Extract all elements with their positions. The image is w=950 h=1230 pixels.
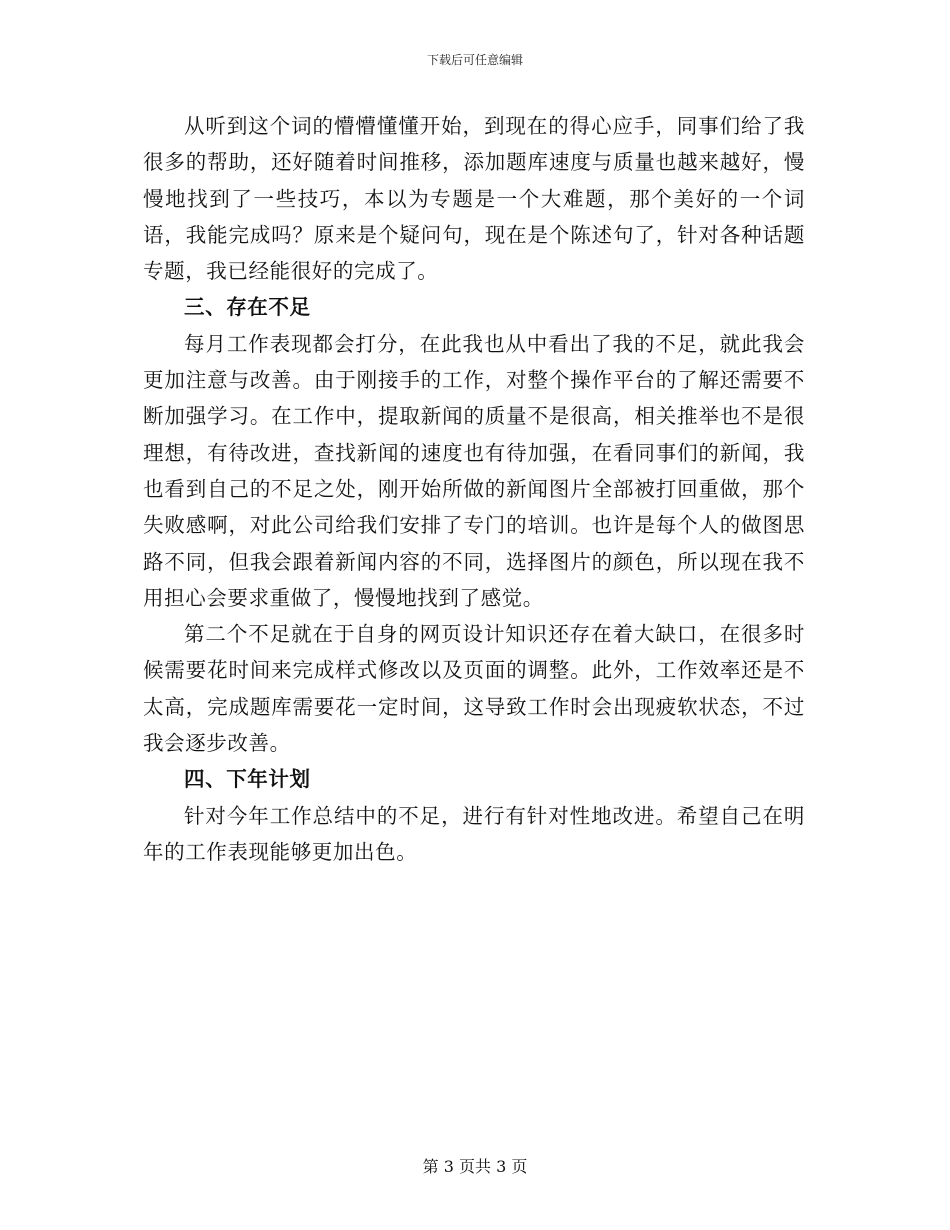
paragraph-shortcomings-1: 每月工作表现都会打分，在此我也从中看出了我的不足，就此我会更加注意与改善。由于刚接手的工作，对整个操作平台的了解还需要不断加强学习。在工作中，提取新闻的质量不是很高，相关推举也不是很理想，有待改进，查找新闻的速度也有待加强，在看同事们的新闻，我也看到自己的不足之处，刚开始所做的新闻图片全部被打回重做，那个失败感啊，对此公司给我们安排了专门的培训。也许是每个人的做图思路不同，但我会跟着新闻内容的不同，选择图片的颜色，所以现在我不用担心会要求重做了，慢慢地找到了感觉。 [143, 331, 805, 610]
section-heading-shortcomings: 三、存在不足 [184, 295, 311, 320]
page-number-footer: 第 3 页共 3 页 [422, 1157, 528, 1176]
paragraph-next-year-plan: 针对今年工作总结中的不足，进行有针对性地改进。希望自己在明年的工作表现能够更加出色。 [143, 803, 805, 864]
page-header: 下载后可任意编辑 [426, 53, 523, 67]
section-heading-next-year-plan: 四、下年计划 [184, 767, 311, 792]
paragraph-shortcomings-2: 第二个不足就在于自身的网页设计知识还存在着大缺口，在很多时候需要花时间来完成样式修改以及页面的调整。此外，工作效率还是不太高，完成题库需要花一定时间，这导致工作时会出现疲软状态，不过我会逐步改善。 [143, 622, 805, 756]
document-body [143, 108, 805, 870]
paragraph-intro: 从听到这个词的懵懵懂懂开始，到现在的得心应手，同事们给了我很多的帮助，还好随着时间推移，添加题库速度与质量也越来越好，慢慢地找到了一些技巧，本以为专题是一个大难题，那个美好的一个词语，我能完成吗？原来是个疑问句，现在是个陈述句了，针对各种话题专题，我已经能很好的完成了。 [143, 114, 805, 284]
